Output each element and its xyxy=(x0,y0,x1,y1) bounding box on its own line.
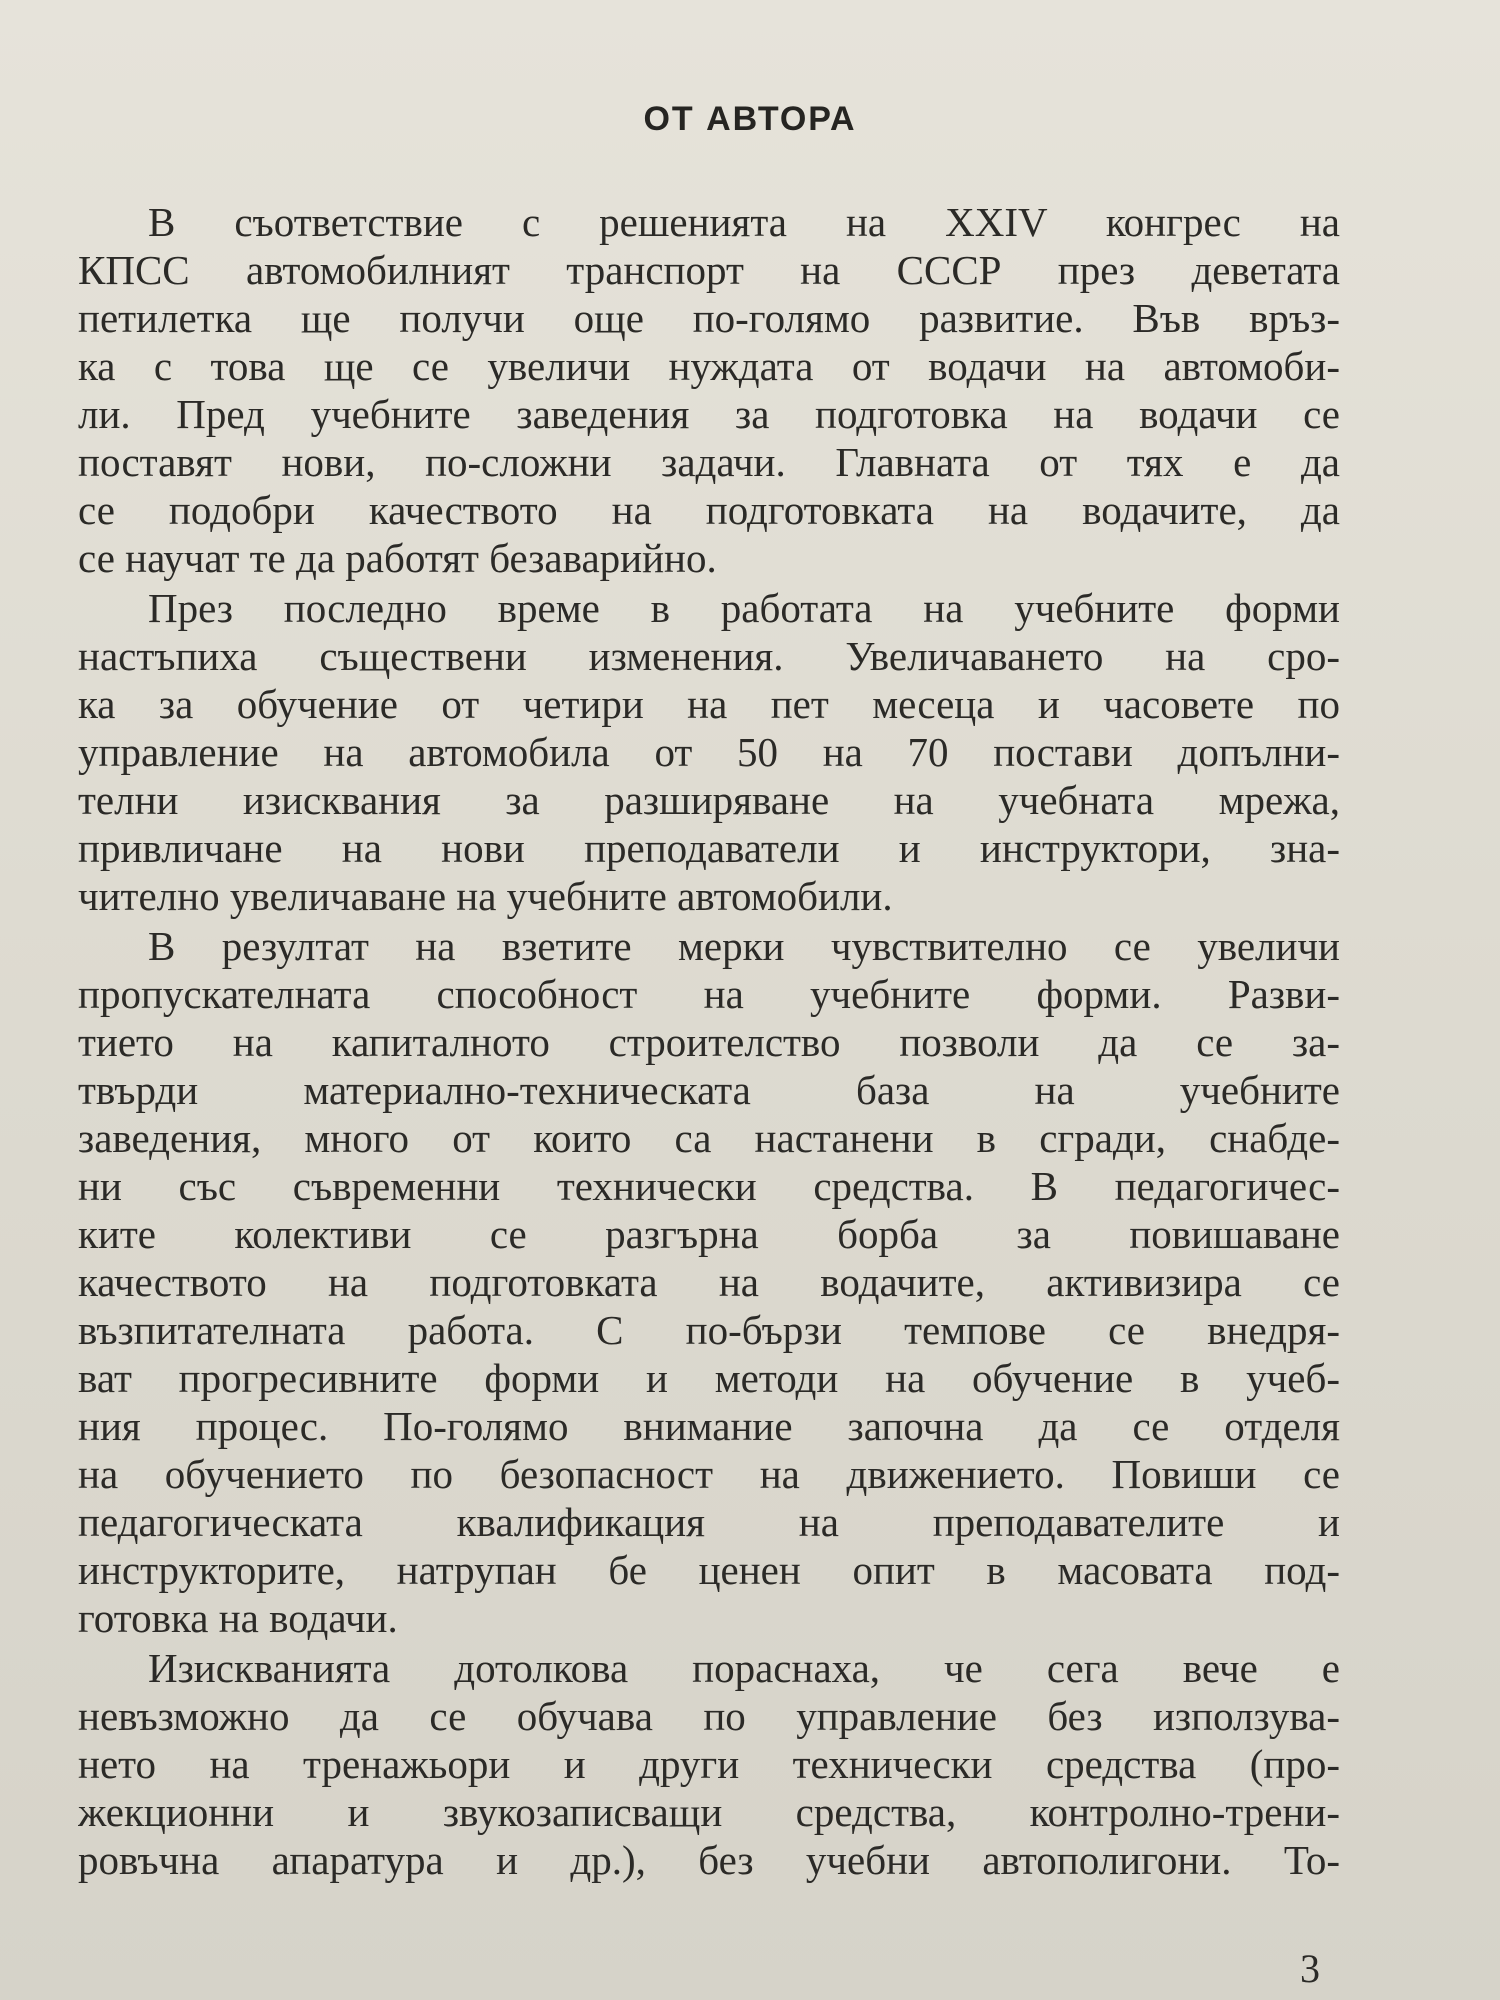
text-line: ни със съвременни технически средства. В педагогичес- xyxy=(78,1163,1340,1209)
text-line: твърди материално-техническата база на учебните xyxy=(78,1067,1340,1113)
text-line: педагогическата квалификация на преподавателите и xyxy=(78,1499,1340,1545)
text-line: телни изисквания за разширяване на учебната мрежа, xyxy=(78,777,1340,823)
text-line: възпитателната работа. С по-бързи темпове се внедря- xyxy=(78,1307,1340,1353)
page-number: 3 xyxy=(1300,1946,1320,1991)
paragraph-1 xyxy=(78,198,1340,582)
text-line: ровъчна апаратура и др.), без учебни автополигони. То- xyxy=(78,1837,1340,1883)
text-line: КПСС автомобилният транспорт на СССР през деветата xyxy=(78,247,1340,293)
paragraph-2 xyxy=(78,584,1340,920)
text-line: Изискванията дотолкова пораснаха, че сега вече е xyxy=(148,1645,1340,1691)
text-line: ват прогресивните форми и методи на обучение в учеб- xyxy=(78,1355,1340,1401)
text-line: готовка на водачи. xyxy=(78,1595,398,1641)
text-line: заведения, много от които са настанени в сгради, снабде- xyxy=(78,1115,1340,1161)
text-line: настъпиха съществени изменения. Увеличаването на сро- xyxy=(78,633,1340,679)
text-line: инструкторите, натрупан бе ценен опит в масовата под- xyxy=(78,1547,1340,1593)
paragraph-3 xyxy=(78,922,1340,1642)
text-line: се подобри качеството на подготовката на водачите, да xyxy=(78,487,1340,533)
text-body xyxy=(78,198,1340,1886)
text-line: ка с това ще се увеличи нуждата от водачи на автомоби- xyxy=(78,343,1340,389)
text-line: невъзможно да се обучава по управление без използува- xyxy=(78,1693,1340,1739)
text-line: пропускателната способност на учебните форми. Разви- xyxy=(78,971,1340,1017)
text-line: привличане на нови преподаватели и инструктори, зна- xyxy=(78,825,1340,871)
paragraph-4 xyxy=(78,1644,1340,1884)
text-line: ли. Пред учебните заведения за подготовка на водачи се xyxy=(78,391,1340,437)
text-line: тието на капиталното строителство позволи да се за- xyxy=(78,1019,1340,1065)
text-line: управление на автомобила от 50 на 70 постави допълни- xyxy=(78,729,1340,775)
text-line: жекционни и звукозаписващи средства, контролно-трени- xyxy=(78,1789,1340,1835)
text-line: ка за обучение от четири на пет месеца и часовете по xyxy=(78,681,1340,727)
text-line: ките колективи се разгърна борба за повишаване xyxy=(78,1211,1340,1257)
text-line: на обучението по безопасност на движението. Повиши се xyxy=(78,1451,1340,1497)
text-line: чително увеличаване на учебните автомобили. xyxy=(78,873,893,919)
text-line: нето на тренажьори и други технически средства (про- xyxy=(78,1741,1340,1787)
text-line: През последно време в работата на учебните форми xyxy=(148,585,1340,631)
text-line: качеството на подготовката на водачите, активизира се xyxy=(78,1259,1340,1305)
text-line: ния процес. По-голямо внимание започна да се отделя xyxy=(78,1403,1340,1449)
text-line: петилетка ще получи още по-голямо развитие. Във връз- xyxy=(78,295,1340,341)
page-title: ОТ АВТОРА xyxy=(643,100,857,138)
text-line: се научат те да работят безаварийно. xyxy=(78,535,717,581)
text-line: В резултат на взетите мерки чувствително се увеличи xyxy=(148,923,1340,969)
text-line: поставят нови, по-сложни задачи. Главната от тях е да xyxy=(78,439,1340,485)
text-line: В съответствие с решенията на XXIV конгрес на xyxy=(148,199,1340,245)
